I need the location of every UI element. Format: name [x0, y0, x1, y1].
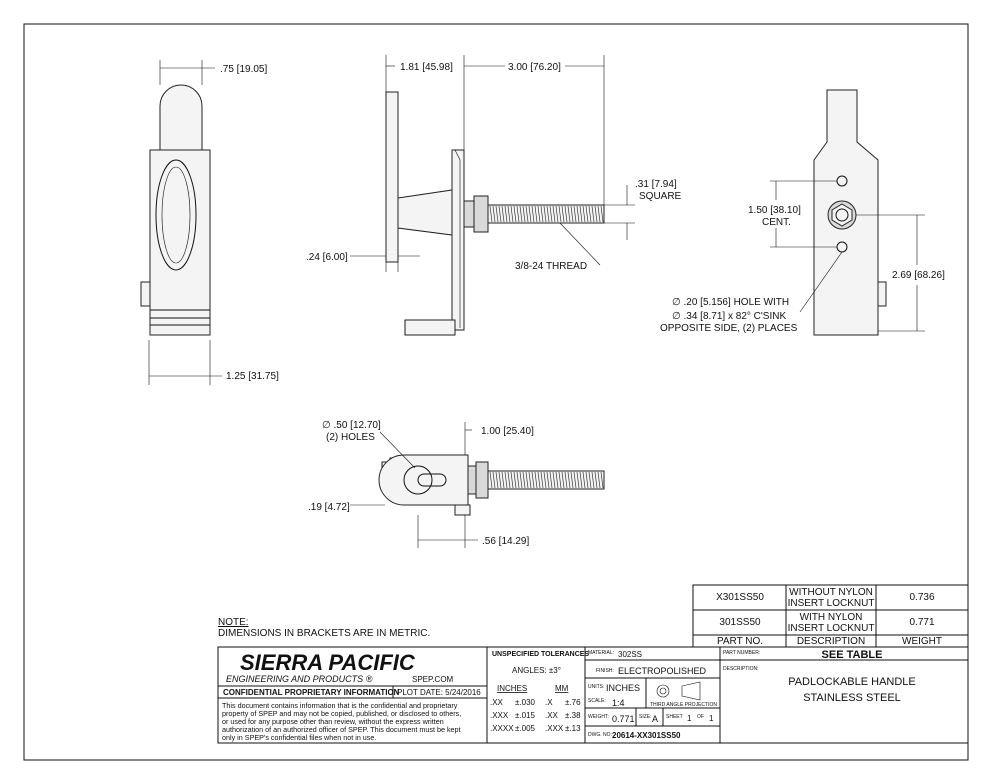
confidential-title: CONFIDENTIAL PROPRIETARY INFORMATION	[223, 688, 400, 697]
top-view	[308, 420, 604, 548]
dim-cent-label: CENT.	[762, 217, 791, 228]
back-view	[660, 90, 945, 335]
finish-value: ELECTROPOLISHED	[618, 666, 707, 676]
tolerance-in-fmt: .XX	[490, 698, 503, 707]
description-line1: PADLOCKABLE HANDLE	[788, 676, 916, 688]
table-row-desc1: WITH NYLON	[799, 612, 863, 623]
tolerance-mm-fmt: .XXX	[545, 724, 564, 733]
units-label: UNITS:	[588, 684, 605, 690]
tolerance-in-tol: ±.015	[515, 711, 535, 720]
size-label: SIZE:	[639, 714, 652, 720]
dim-square: .31 [7.94]	[635, 179, 677, 190]
sheet-value: 1	[687, 714, 692, 723]
tolerance-angles: ANGLES: ±3°	[512, 666, 561, 675]
dim-square-label: SQUARE	[639, 191, 682, 202]
table-row-desc2: INSERT LOCKNUT	[787, 598, 875, 609]
dwg-number: 20614-XX301SS50	[612, 731, 681, 740]
description-label: DESCRIPTION:	[723, 666, 759, 672]
company-name: SIERRA PACIFIC	[240, 650, 415, 675]
dim-dia-holes: ∅ .50 [12.70]	[322, 420, 381, 431]
table-row-desc1: WITHOUT NYLON	[789, 587, 873, 598]
table-header-part: PART NO.	[716, 636, 764, 647]
scale-value: 1:4	[612, 698, 625, 708]
confidential-line: or used for any purpose other than review, without the express written	[222, 717, 444, 726]
parts-table	[693, 585, 968, 647]
projection-symbol-icon	[657, 682, 700, 700]
weight-label: WEIGHT:	[588, 714, 609, 720]
dim-stud-len: 3.00 [76.20]	[508, 62, 561, 73]
plot-date: PLOT DATE: 5/24/2016	[397, 688, 481, 697]
description-line2: STAINLESS STEEL	[803, 692, 901, 704]
dim-hole-line3: OPPOSITE SIDE, (2) PLACES	[660, 323, 798, 334]
tolerance-mm-tol: ±.13	[565, 724, 581, 733]
finish-label: FINISH:	[596, 668, 614, 674]
dim-bottom-width: 1.25 [31.75]	[226, 371, 279, 382]
table-header-weight: WEIGHT	[902, 636, 942, 647]
side-view	[306, 55, 682, 335]
tolerance-mm-fmt: .X	[545, 698, 553, 707]
company-sub: ENGINEERING AND PRODUCTS ®	[226, 674, 373, 684]
confidential-line: property of SPEP and may not be copied, published, or disclosed to others,	[222, 709, 462, 718]
scale-label: SCALE:	[588, 698, 606, 704]
table-header-desc: DESCRIPTION	[796, 636, 866, 647]
note-text: DIMENSIONS IN BRACKETS ARE IN METRIC.	[218, 628, 431, 639]
tolerance-mm-tol: ±.38	[565, 711, 581, 720]
tolerance-mm: MM	[555, 684, 569, 693]
dim-cent: 1.50 [38.10]	[748, 205, 801, 216]
table-row-part: 301SS50	[719, 617, 761, 628]
part-number-label: PART NUMBER:	[723, 650, 761, 656]
dim-plate: .24 [6.00]	[306, 252, 348, 263]
company-website: SPEP.COM	[412, 675, 454, 684]
table-row-weight: 0.771	[909, 617, 935, 628]
table-row-part: X301SS50	[716, 592, 764, 603]
of-label: OF	[697, 714, 704, 720]
dim-front-bottom: .56 [14.29]	[482, 536, 530, 547]
dim-hole-line1: ∅ .20 [5.156] HOLE WITH	[672, 297, 790, 308]
confidential-line: only in SPEP's confidential files when not in use.	[222, 733, 377, 742]
note-title: NOTE:	[218, 617, 249, 628]
table-row-desc2: INSERT LOCKNUT	[787, 623, 875, 634]
weight-value: 0.771	[612, 714, 635, 724]
sheet-total: 1	[709, 714, 714, 723]
end-view	[141, 60, 279, 385]
dim-front-width: 1.00 [25.40]	[481, 426, 534, 437]
dim-dia-holes-label: (2) HOLES	[326, 432, 375, 443]
tolerance-mm-tol: ±.76	[565, 698, 581, 707]
projection-label: THIRD ANGLE PROJECTION	[650, 702, 717, 708]
title-block	[218, 647, 968, 743]
sheet-label: SHEET	[666, 714, 683, 720]
dim-hole-line2: ∅ .34 [8.71] x 82° C'SINK	[672, 311, 787, 322]
dwg-label: DWG. NO:	[588, 732, 612, 738]
tolerance-mm-fmt: .XX	[545, 711, 558, 720]
tolerance-in-fmt: .XXX	[490, 711, 509, 720]
tolerance-in-tol: ±.030	[515, 698, 535, 707]
material-label: MATERIAL:	[588, 650, 615, 656]
table-row-weight: 0.736	[909, 592, 935, 603]
confidential-line: This document contains information that is the confidential and proprietary	[222, 701, 458, 710]
material-value: 302SS	[618, 650, 643, 659]
confidential-line: authorization of an authorized officer of SPEP. This document must be kept	[222, 725, 461, 734]
units-value: INCHES	[606, 683, 641, 693]
dim-side-thick: 1.81 [45.98]	[400, 62, 453, 73]
part-number-value: SEE TABLE	[821, 649, 883, 661]
dim-thread: 3/8-24 THREAD	[515, 261, 588, 272]
dim-height: 2.69 [68.26]	[892, 270, 945, 281]
tolerance-in-fmt: .XXXX	[490, 724, 514, 733]
tolerance-in-tol: ±.005	[515, 724, 535, 733]
dim-top-width: .75 [19.05]	[220, 64, 268, 75]
dim-front-small: .19 [4.72]	[308, 502, 350, 513]
tolerance-title: UNSPECIFIED TOLERANCES	[492, 651, 590, 658]
size-value: A	[652, 714, 659, 724]
tolerance-inches: INCHES	[497, 684, 528, 693]
